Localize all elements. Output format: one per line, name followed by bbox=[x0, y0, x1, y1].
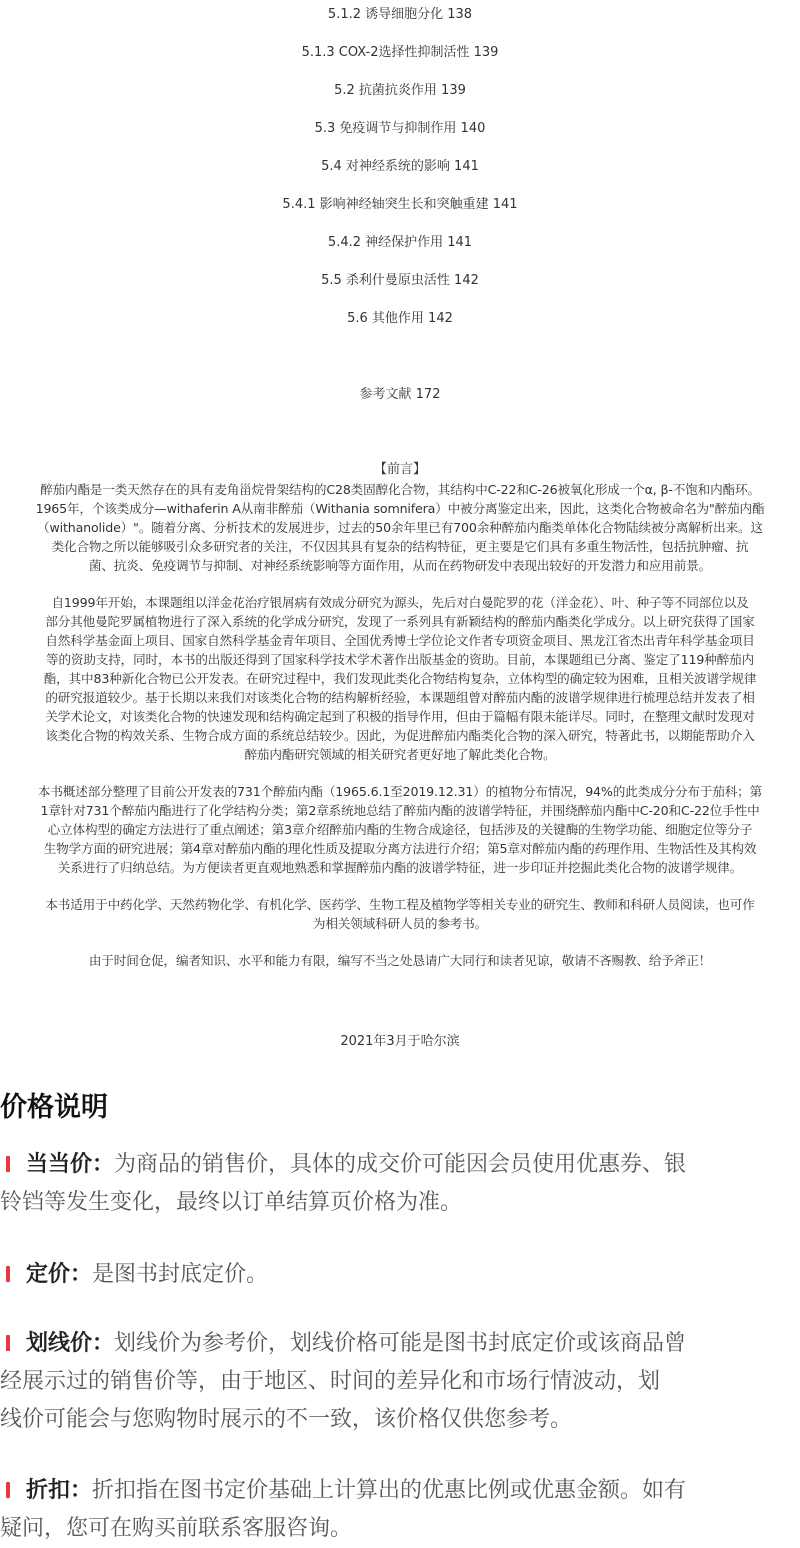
price-section-title: 价格说明 bbox=[0, 1092, 108, 1123]
price-item-text: 线价可能会与您购物时展示的不一致，该价格仅供您参考。 bbox=[0, 1407, 573, 1432]
label-colon: ： bbox=[92, 1152, 115, 1177]
price-item-text: 是图书封底定价。 bbox=[92, 1262, 269, 1287]
paragraph-line: 关学术论文，对该类化合物的快速发现和结构确定起到了积极的指导作用，但由于篇幅有限未能详尽。同时，在整理文献时发现对 bbox=[45, 709, 755, 724]
price-item-dangdang bbox=[0, 1146, 796, 1222]
accent-bar bbox=[6, 1482, 10, 1498]
paragraph-line: 的研究报道较少。基于长期以来我们对该类化合物的结构解析经验，本课题组曾对醉茄内酯的波谱学规律进行梳理总结并发表了相 bbox=[45, 690, 755, 705]
paragraph-line: 部分其他曼陀罗属植物进行了深入系统的化学成分研究，发现了一系列具有新颖结构的醉茄内酯类化学成分。以上研究获得了国家 bbox=[45, 614, 755, 629]
price-item-text: 划线价为参考价，划线价格可能是图书封底定价或该商品曾 bbox=[114, 1331, 687, 1356]
preface-paragraph bbox=[0, 480, 800, 575]
price-item-discount bbox=[0, 1472, 796, 1548]
toc-item: 5.5 杀利什曼原虫活性 142 bbox=[321, 273, 479, 288]
accent-bar bbox=[6, 1156, 10, 1172]
paragraph-line: 生物学方面的研究进展；第4章对醉茄内酯的理化性质及提取分离方法进行介绍；第5章对醉茄内酯的药理作用、生物活性及其构效 bbox=[43, 841, 757, 856]
price-item-text: 铃铛等发生变化，最终以订单结算页价格为准。 bbox=[0, 1190, 463, 1215]
label-colon: ： bbox=[92, 1331, 115, 1356]
preface-paragraph bbox=[0, 593, 800, 764]
paragraph-line: （withanolide）"。随着分离、分析技术的发展进步，过去的50余年里已有700余种醉茄内酯类单体化合物陆续被分离解析出来。这 bbox=[37, 520, 763, 535]
price-item-text: 疑问，您可在购买前联系客服咨询。 bbox=[0, 1516, 353, 1541]
paragraph-line: 等的资助支持，同时，本书的出版还得到了国家科学技术学术著作出版基金的资助。目前，本课题组已分离、鉴定了119种醉茄内 bbox=[46, 652, 754, 667]
paragraph-line: 为相关领域科研人员的参考书。 bbox=[312, 916, 488, 931]
paragraph-line: 1965年，个该类成分—withaferin A从南非醉茄（Withania somnifera）中被分离鉴定出来，因此，这类化合物被命名为"醉茄内酯 bbox=[35, 501, 765, 516]
preface-signoff: 2021年3月于哈尔滨 bbox=[340, 1034, 460, 1049]
label-colon: ： bbox=[70, 1478, 93, 1503]
toc-item: 5.3 免疫调节与抑制作用 140 bbox=[314, 121, 486, 136]
toc-item: 5.4 对神经系统的影响 141 bbox=[321, 159, 479, 174]
price-item-label: 当当价 bbox=[26, 1152, 93, 1177]
paragraph-line: 1章针对731个醉茄内酯进行了化学结构分类；第2章系统地总结了醉茄内酯的波谱学特征，并围绕醉茄内酯中C-20和C-22位手性中 bbox=[40, 803, 760, 818]
paragraph-line: 醉茄内酯是一类天然存在的具有麦角甾烷骨架结构的C28类固醇化合物，其结构中C-22和C-26被氧化形成一个α, β-不饱和内酯环。 bbox=[40, 482, 760, 497]
price-item-text: 折扣指在图书定价基础上计算出的优惠比例或优惠金额。如有 bbox=[92, 1478, 687, 1503]
toc-item: 5.1.2 诱导细胞分化 138 bbox=[327, 7, 473, 22]
accent-bar bbox=[6, 1266, 10, 1282]
toc-item: 5.6 其他作用 142 bbox=[347, 311, 453, 326]
paragraph-line: 心立体构型的确定方法进行了重点阐述；第3章介绍醉茄内酯的生物合成途径，包括涉及的关键酶的生物学功能、细胞定位等分子 bbox=[47, 822, 753, 837]
paragraph-line: 该类化合物的构效关系、生物合成方面的系统总结较少。因此，为促进醉茄内酯类化合物的深入研究，特著此书，以期能帮助介入 bbox=[45, 728, 755, 743]
price-item-list-price bbox=[0, 1256, 796, 1294]
toc-item-references: 参考文献 172 bbox=[359, 387, 441, 402]
toc-item: 5.2 抗菌抗炎作用 139 bbox=[334, 83, 466, 98]
paragraph-line: 本书适用于中药化学、天然药物化学、有机化学、医药学、生物工程及植物学等相关专业的研究生、教师和科研人员阅读，也可作 bbox=[45, 897, 755, 912]
preface-section bbox=[0, 460, 800, 970]
price-item-text: 经展示过的销售价等，由于地区、时间的差异化和市场行情波动，划 bbox=[0, 1369, 661, 1394]
price-item-label: 折扣 bbox=[26, 1478, 71, 1503]
preface-paragraph bbox=[0, 782, 800, 877]
paragraph-line: 自1999年开始，本课题组以洋金花治疗银屑病有效成分研究为源头，先后对白曼陀罗的花（洋金花）、叶、种子等不同部位以及 bbox=[51, 595, 749, 610]
paragraph-line: 自然科学基金面上项目、国家自然科学基金青年项目、全国优秀博士学位论文作者专项资金项目、黑龙江省杰出青年科学基金项目 bbox=[45, 633, 755, 648]
price-item-text: 为商品的销售价，具体的成交价可能因会员使用优惠券、银 bbox=[114, 1152, 687, 1177]
paragraph-line: 醉茄内酯研究领域的相关研究者更好地了解此类化合物。 bbox=[244, 747, 556, 762]
price-item-label: 定价 bbox=[26, 1262, 71, 1287]
paragraph-line: 由于时间仓促，编者知识、水平和能力有限，编写不当之处恳请广大同行和读者见谅，敬请不吝赐教、给予斧正！ bbox=[88, 953, 712, 968]
accent-bar bbox=[6, 1335, 10, 1351]
paragraph-line: 菌、抗炎、免疫调节与抑制、对神经系统影响等方面作用，从而在药物研发中表现出较好的开发潜力和应用前景。 bbox=[88, 558, 712, 573]
preface-paragraph bbox=[0, 895, 800, 933]
toc-item: 5.4.2 神经保护作用 141 bbox=[327, 235, 473, 250]
price-item-label: 划线价 bbox=[26, 1331, 93, 1356]
label-colon: ： bbox=[70, 1262, 93, 1287]
paragraph-line: 本书概述部分整理了目前公开发表的731个醉茄内酯（1965.6.1至2019.12.31）的植物分布情况，94%的此类成分分布于茄科；第 bbox=[37, 784, 763, 799]
preface-paragraph bbox=[0, 951, 800, 970]
paragraph-line: 酯，其中83种新化合物已公开发表。在研究过程中，我们发现此类化合物结构复杂，立体构型的确定较为困难，且相关波谱学规律 bbox=[43, 671, 757, 686]
preface-title: 【前言】 bbox=[373, 462, 426, 477]
toc-item: 5.1.3 COX-2选择性抑制活性 139 bbox=[301, 45, 499, 60]
paragraph-line: 类化合物之所以能够吸引众多研究者的关注，不仅因其具有复杂的结构特征，更主要是它们具有多重生物活性，包括抗肿瘤、抗 bbox=[51, 539, 749, 554]
price-item-strikethrough bbox=[0, 1325, 796, 1439]
paragraph-line: 关系进行了归纳总结。为方便读者更直观地熟悉和掌握醉茄内酯的波谱学特征，进一步印证并挖掘此类化合物的波谱学规律。 bbox=[57, 860, 743, 875]
toc-item: 5.4.1 影响神经轴突生长和突触重建 141 bbox=[282, 197, 518, 212]
